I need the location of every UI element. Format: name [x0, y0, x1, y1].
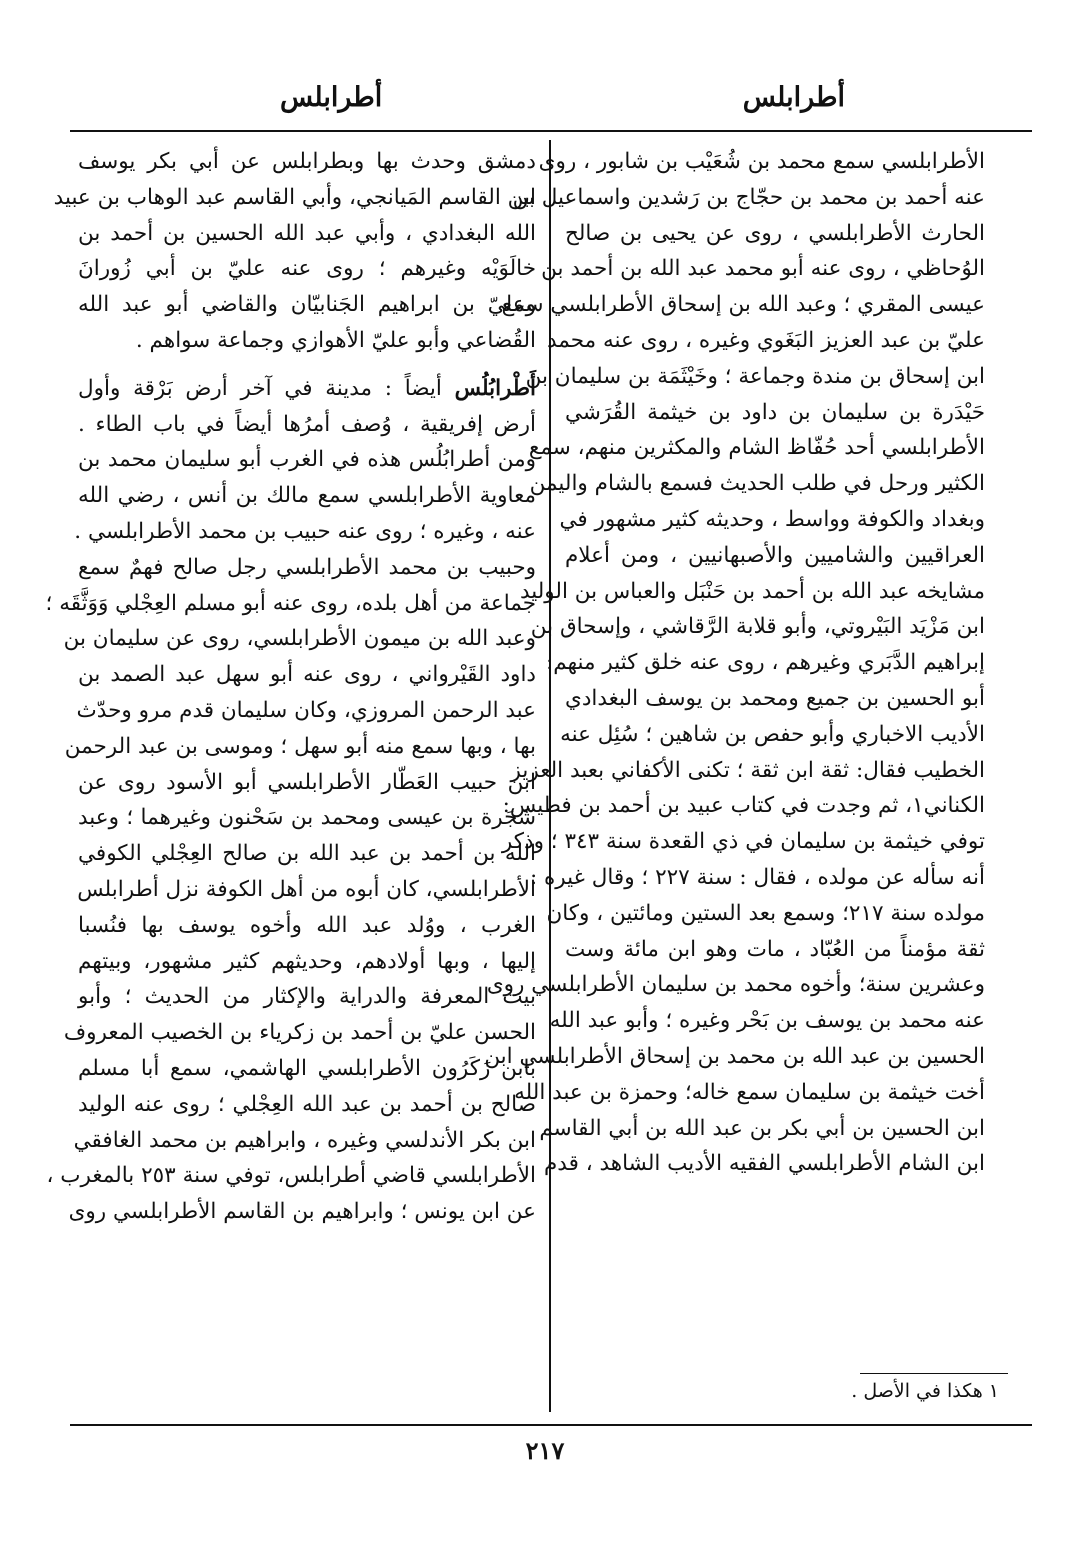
text-line: الغرب ، ووُلد عبد الله وأخوه يوسف بها فنُسبا: [78, 912, 536, 938]
text-line: الله بن أحمد بن عبد الله بن صالح العِجْلي الكوفي: [78, 841, 536, 867]
text-line: الأطرابلسي، كان أبوه من أهل الكوفة نزل أطرابلس: [77, 876, 536, 902]
left-column: [45, 144, 536, 1230]
text-line: ابن حبيب العَطّار الأطرابلسي أبو الأسود روى عن: [78, 769, 536, 795]
right-column: [484, 144, 985, 1182]
text-line: عن ابن يونس ؛ وابراهيم بن القاسم الأطرابلسي روى: [68, 1199, 536, 1225]
text-line: شَجَرة بن عيسى ومحمد بن سَحْنون وغيرهما ؛ وعبد: [78, 805, 536, 831]
text-line: حَيْدَرة بن سليمان بن داود بن خيثمة القُرَشي: [565, 399, 985, 425]
text-line: وعشرين سنة؛ وأخوه محمد بن سليمان الأطرابلسي روى: [486, 972, 985, 998]
text-line: القُضاعي وأبو عليّ الأهوازي وجماعة سواهم .: [135, 327, 536, 353]
text-line: وحبيب بن محمد الأطرابلسي رجل صالح فهمٌ سمع: [78, 554, 536, 580]
text-line: الأطرابلسي قاضي أطرابلس، توفي سنة ٢٥٣ بالمغرب ،: [46, 1163, 536, 1189]
text-line: بيت المعرفة والدراية والإكثار من الحديث ؛ وأبو: [78, 984, 536, 1010]
text-line: ابن مَزْيَد البَيْروتي، وأبو قلابة الرَّقاشي ، وإسحاق بن: [530, 614, 985, 640]
text-line: وعليّ بن ابراهيم الجَنابيّان والقاضي أبو عبد الله: [78, 292, 536, 318]
text-line: ثقة مؤمناً من العُبّاد ، مات وهو ابن مائة وست: [565, 936, 985, 962]
text-line: الأطرابلسي سمع محمد بن شُعَيْب بن شابور ، روى: [538, 149, 985, 174]
header-title-right: أطرابلس: [742, 82, 845, 113]
header-rule: [70, 130, 1032, 132]
text-line: دمشق وحدث بها وبطرابلس عن أبي بكر يوسف: [78, 149, 536, 174]
text-line: أبو الحسين بن جميع ومحمد بن يوسف البغدادي: [565, 685, 985, 711]
text-line: الحارث الأطرابلسي ، روى عن يحيى بن صالح: [565, 220, 985, 246]
text-line: ومن أطرابُلُس هذه في الغرب أبو سليمان محمد بن: [78, 447, 536, 473]
text-line: ابن الشام الأطرابلسي الفقيه الأديب الشاهد ، قدم: [543, 1151, 985, 1177]
text-line: عنه محمد بن يوسف بن بَحْر وغيره ؛ وأبو عبد الله: [549, 1008, 985, 1034]
text-line: عليّ بن عبد العزيز البَغَوي وغيره ، روى عنه محمد: [547, 327, 985, 353]
footnote: ١ هكذا في الأصل .: [851, 1380, 999, 1402]
text-line: الكناني١، ثم وجدت في كتاب عبيد بن أحمد بن فطيس:: [502, 793, 985, 819]
text-line: إليها ، وبها أولادهم، وحديثهم كثير مشهور، وبيتهم: [78, 948, 536, 974]
text-line: أنه سأله عن مولده ، فقال : سنة ٢٢٧ ؛ وقال غيره :: [529, 864, 985, 890]
page-header: [70, 78, 1030, 118]
text-line: ابن القاسم المَيانجي، وأبي القاسم عبد الوهاب بن عبيد: [53, 184, 536, 210]
text-line: ابن بكر الأندلسي وغيره ، وابراهيم بن محمد الغافقي: [73, 1127, 536, 1153]
text-line: داود القَيْرواني ، روى عنه أبو سهل عبد الصمد بن: [78, 662, 536, 688]
text-line: أخت خيثمة بن سليمان سمع خاله؛ وحمزة بن عبد الله: [514, 1079, 985, 1105]
text-line: وبغداد والكوفة وواسط ، وحديثه كثير مشهور في: [559, 506, 985, 532]
text-line: الخطيب فقال: ثقة ابن ثقة ؛ تكنى الأكفاني بعبد العزيز: [510, 757, 985, 783]
text-line: معاوية الأطرابلسي سمع مالك بن أنس ، رضي الله: [78, 483, 536, 509]
text-line: إبراهيم الدَّبَري وغيرهم ، روى عنه خلق كثير منهم:: [546, 650, 985, 676]
footnote-rule: [860, 1373, 1008, 1374]
entry-headword: أَطْرابُلُس: [454, 375, 536, 401]
footer-rule: [70, 1424, 1032, 1426]
text-line: مولده سنة ٢١٧؛ وسمع بعد الستين ومائتين ، وكان: [546, 900, 985, 926]
text-line: العراقيين والشاميين والأصبهانيين ، ومن أعلام: [565, 542, 985, 568]
entry-first-line: [78, 371, 536, 407]
header-title-left: أطرابلس: [280, 82, 383, 113]
text-line: صالح بن أحمد بن عبد الله العِجْلي ؛ روى عنه الوليد: [78, 1091, 536, 1117]
text-line: الكثير ورحل في طلب الحديث فسمع بالشام واليمن: [529, 471, 985, 497]
text-line: ابن إسحاق بن مندة وجماعة ؛ وخَيْثَمَة بن سليمان بن: [525, 363, 985, 389]
text-line: بابن زَكَرُون الأطرابلسي الهاشمي، سمع أبا مسلم: [78, 1055, 536, 1081]
text-line: توفي خيثمة بن سليمان في ذي القعدة سنة ٣٤٣ ؛ وذكر: [501, 829, 985, 855]
text-line: الأديب الاخباري وأبو حفص بن شاهين ؛ سُئِل عنه: [560, 721, 985, 747]
text-line: جماعة من أهل بلده، روى عنه أبو مسلم العِجْلي وَوَثَّقَه ؛: [45, 590, 536, 616]
text-line: عنه أحمد بن محمد بن حجّاج بن رَشدين واسماعيل بن: [512, 184, 985, 210]
entry-first-line-text: أيضاً : مدينة في آخر أرض بَرْقة وأول: [78, 375, 455, 401]
text-line: بها ، وبها سمع منه أبو سهل ؛ وموسى بن عبد الرحمن: [64, 733, 536, 759]
text-line: عبد الرحمن المروزي، وكان سليمان قدم مرو وحدّث: [76, 697, 536, 723]
text-line: عيسى المقري ؛ وعبد الله بن إسحاق الأطرابلسي سمع: [501, 292, 985, 318]
text-line: مشايخه عبد الله بن أحمد بن حَنْبَل والعباس بن الوليد: [519, 578, 985, 604]
text-line: الحسن عليّ بن أحمد بن زكرياء بن الخصيب المعروف: [63, 1020, 536, 1046]
page-number: ٢١٧: [525, 1436, 565, 1465]
text-line: عنه ، وغيره ؛ روى عنه حبيب بن محمد الأطرابلسي .: [74, 518, 536, 544]
text-line: الوُحاظي ، روى عنه أبو محمد عبد الله بن أحمد بن: [541, 256, 985, 282]
text-line: الله البغدادي ، وأبي عبد الله الحسين بن أحمد بن: [78, 220, 536, 246]
text-line: ابن الحسين بن أبي بكر بن عبد الله بن أبي القاسم: [539, 1115, 985, 1141]
text-line: وعبد الله بن ميمون الأطرابلسي، روى عن سليمان بن: [63, 626, 536, 652]
text-line: أرض إفريقية ، وُصف أمرُها أيضاً في باب الطاء .: [78, 411, 536, 437]
text-line: الحسين بن عبد الله بن محمد بن إسحاق الأطرابلسي ابن: [484, 1043, 985, 1069]
text-line: خالَوَيْه وغيرهم ؛ روى عنه عليّ بن أبي زُورانَ: [78, 256, 536, 282]
text-line: الأطرابلسي أحد حُفّاظ الشام والمكثرين منهم، سمع: [528, 435, 985, 461]
